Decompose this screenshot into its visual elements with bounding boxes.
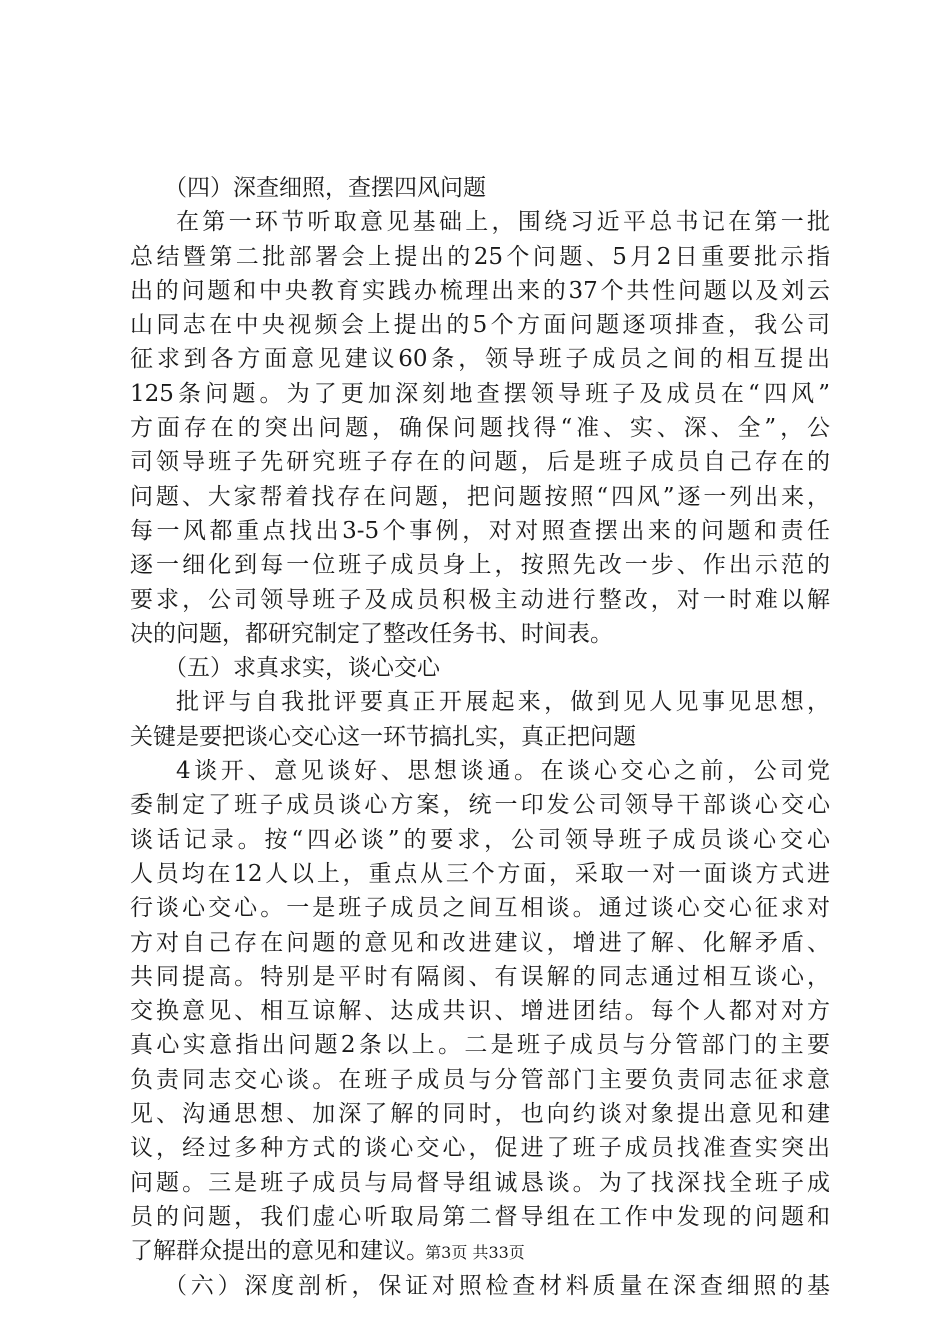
text-line: 125条问题。为了更加深刻地查摆领导班子及成员在“四风”	[130, 380, 830, 407]
text-line: 见、沟通思想、加深了解的同时，也向约谈对象提出意见和建	[130, 1101, 830, 1128]
text-line: 要求，公司领导班子及成员积极主动进行整改，对一时难以解	[130, 586, 830, 613]
text-line: （五）求真求实，谈心交心	[164, 655, 440, 682]
text-line: 行谈心交心。一是班子成员之间互相谈。通过谈心交心征求对	[130, 895, 830, 922]
text-line: 决的问题，都研究制定了整改任务书、时间表。	[130, 620, 613, 647]
text-line: 逐一细化到每一位班子成员身上，按照先改一步、作出示范的	[130, 552, 830, 579]
text-line: 了解群众提出的意见和建议。	[130, 1238, 429, 1265]
page-footer: 第3页 共33页	[425, 1243, 525, 1262]
text-line: 征求到各方面意见建议60条，领导班子成员之间的相互提出	[130, 346, 830, 373]
text-line: 员的问题，我们虚心听取局第二督导组在工作中发现的问题和	[130, 1203, 830, 1230]
text-line: 每一风都重点找出3-5个事例，对对照查摆出来的问题和责任	[130, 517, 830, 544]
text-line: （四）深查细照，查摆四风问题	[164, 175, 486, 201]
text-line: 山同志在中央视频会上提出的5个方面问题逐项排查，我公司	[130, 312, 830, 339]
text-line: 总结暨第二批部署会上提出的25个问题、5月2日重要批示指	[130, 243, 830, 270]
text-line: 共同提高。特别是平时有隔阂、有误解的同志通过相互谈心，	[130, 963, 830, 990]
text-line: 问题、大家帮着找存在问题，把问题按照“四风”逐一列出来，	[130, 483, 830, 510]
text-line: 4谈开、意见谈好、思想谈通。在谈心交心之前，公司党	[176, 758, 830, 785]
text-line: 司领导班子先研究班子存在的问题，后是班子成员自己存在的	[130, 449, 830, 476]
text-line: 委制定了班子成员谈心方案，统一印发公司领导干部谈心交心	[130, 792, 830, 819]
text-line: 问题。三是班子成员与局督导组诚恳谈。为了找深找全班子成	[130, 1169, 830, 1196]
text-line: 交换意见、相互谅解、达成共识、增进团结。每个人都对对方	[130, 998, 830, 1025]
text-line: 真心实意指出问题2条以上。二是班子成员与分管部门的主要	[130, 1032, 830, 1059]
text-line: 议，经过多种方式的谈心交心，促进了班子成员找准查实突出	[130, 1135, 830, 1162]
text-line: 在第一环节听取意见基础上，围绕习近平总书记在第一批	[176, 209, 830, 236]
text-line: 批评与自我批评要真正开展起来，做到见人见事见思想，	[176, 689, 830, 716]
document-body	[130, 171, 830, 1303]
text-line: 谈话记录。按“四必谈”的要求，公司领导班子成员谈心交心	[130, 826, 830, 853]
text-line: 方面存在的突出问题，确保问题找得“准、实、深、全”，公	[130, 415, 830, 442]
text-line: 关键是要把谈心交心这一环节搞扎实，真正把问题	[130, 723, 636, 750]
text-line: 负责同志交心谈。在班子成员与分管部门主要负责同志征求意	[130, 1066, 830, 1093]
text-line: 方对自己存在问题的意见和改进建议，增进了解、化解矛盾、	[130, 929, 830, 956]
text-line: 人员均在12人以上，重点从三个方面，采取一对一面谈方式进	[130, 860, 830, 887]
text-line: 出的问题和中央教育实践办梳理出来的37个共性问题以及刘云	[130, 277, 830, 304]
text-line: （六）深度剖析，保证对照检查材料质量在深查细照的基	[164, 1272, 830, 1299]
